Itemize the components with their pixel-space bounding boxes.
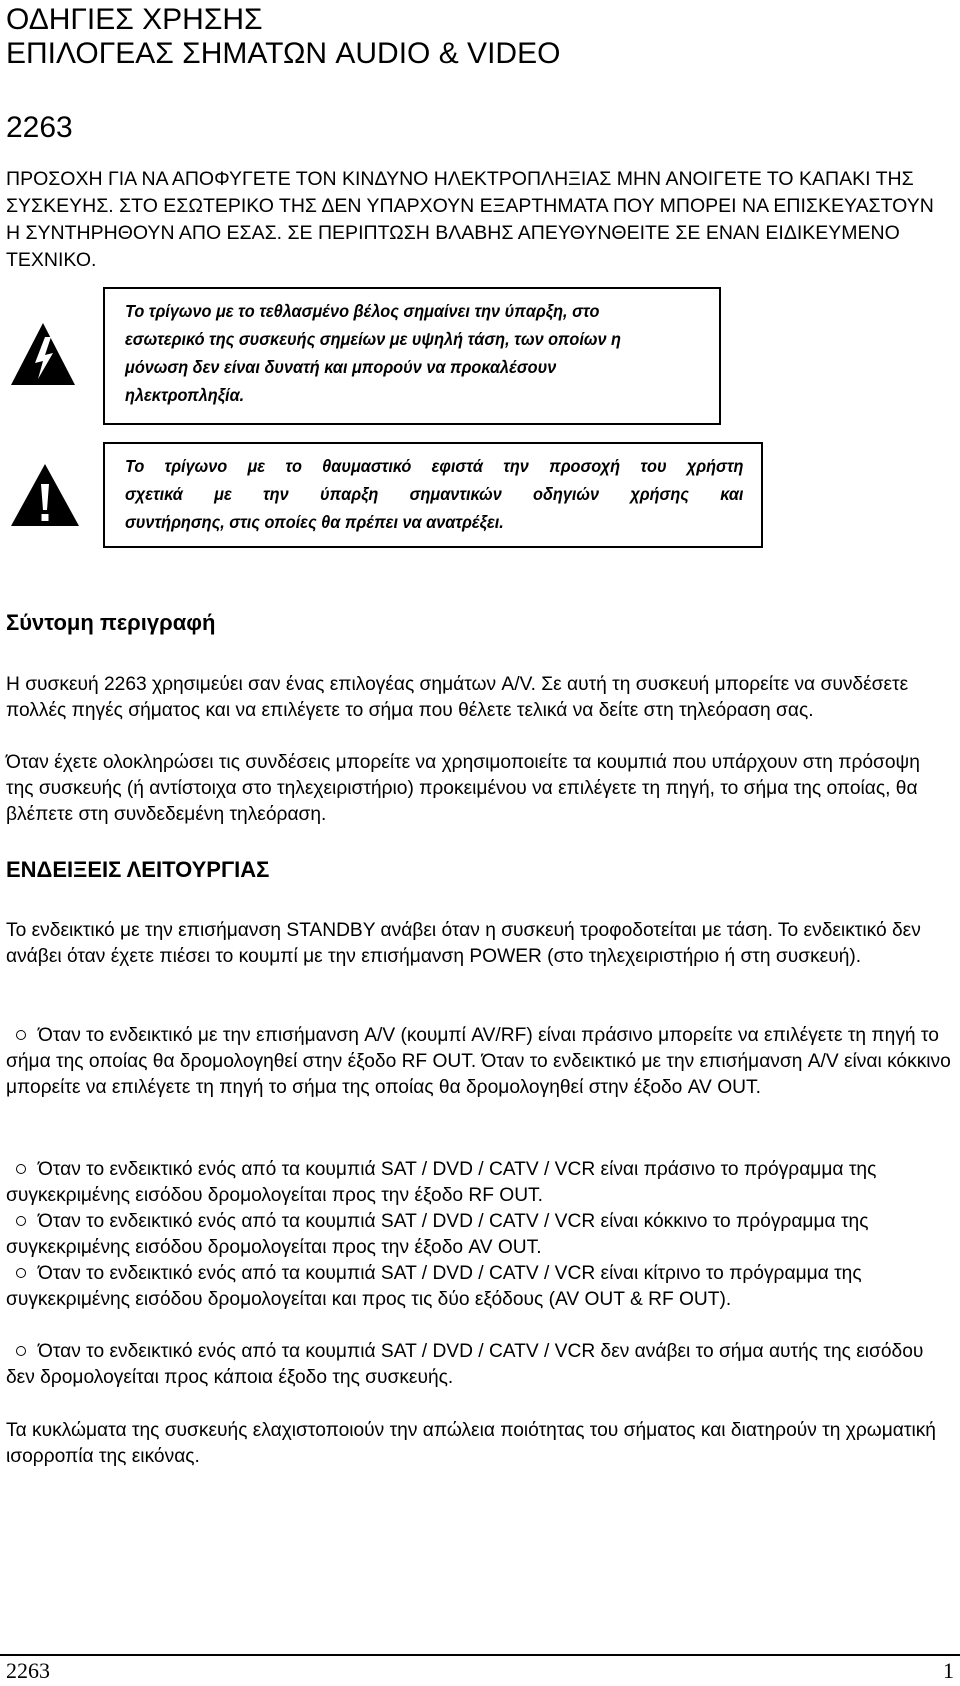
list-item: Όταν το ενδεικτικό με την επισήμανση A/V (κουμπί AV/RF) είναι πράσινο μπορείτε να επιλέγετε τη πηγή το σήμα της οποίας θα δρομολογηθεί στην έξοδο RF OUT. Όταν το ενδεικτικό με την επισήμανση A/V είναι κόκκινο μπορείτε να επιλέγετε τη πηγή το σήμα της οποίας θα δρομολογηθεί στην έξοδο AV OUT.	[6, 1025, 951, 1098]
footer-divider	[0, 1654, 960, 1656]
safety-warning: ΠΡΟΣΟΧΗ ΓΙΑ ΝΑ ΑΠΟΦΥΓΕΤΕ ΤΟΝ ΚΙΝΔΥΝΟ ΗΛΕΚΤΡΟΠΛΗΞΙΑΣ ΜΗΝ ΑΝΟΙΓΕΤΕ ΤΟ ΚΑΠΑΚΙ ΤΗΣ ΣΥΣΚΕΥΗΣ. ΣΤΟ ΕΣΩΤΕΡΙΚΟ ΤΗΣ ΔΕΝ ΥΠΑΡΧΟΥΝ ΕΞΑΡΤΗΜΑΤΑ ΠΟΥ ΜΠΟΡΕΙ ΝΑ ΕΠΙΣΚΕΥΑΣΤΟΥΝ Η ΣΥΝΤΗΡΗΘΟΥΝ ΑΠΟ ΕΣΑΣ. ΣΕ ΠΕΡΙΠΤΩΣΗ ΒΛΑΒΗΣ ΑΠΕΥΘΥΝΘΕΙΤΕ ΣΕ ΕΝΑΝ ΕΙΔΙΚΕΥΜΕΝΟ ΤΕΧΝΙΚΟ.	[6, 168, 934, 271]
notice-line: ηλεκτροπληξία.	[125, 385, 245, 405]
bullet-icon	[16, 1164, 26, 1174]
exclamation-warning-icon	[9, 462, 81, 528]
document-subtitle: ΕΠΙΛΟΓΕΑΣ ΣΗΜΑΤΩΝ AUDIO & VIDEO	[6, 37, 561, 70]
bullet-icon	[16, 1030, 26, 1040]
list-item: Όταν το ενδεικτικό ενός από τα κουμπιά SAT / DVD / CATV / VCR είναι κόκκινο το πρόγραμμα της συγκεκριμένης εισόδου δρομολογείται προς την έξοδο AV OUT.	[6, 1211, 869, 1258]
list-item: Όταν το ενδεικτικό ενός από τα κουμπιά SAT / DVD / CATV / VCR είναι κίτρινο το πρόγραμμα της συγκεκριμένης εισόδου δρομολογείται και προς τις δύο εξόδους (AV OUT & RF OUT).	[6, 1263, 862, 1310]
lightning-warning-icon	[9, 321, 77, 387]
notice-line: Το τρίγωνο με το τεθλασμένο βέλος σημαίνει την ύπαρξη, στο	[125, 301, 600, 321]
notice-line: εσωτερικό της συσκευής σημείων με υψηλή τάση, των οποίων η	[125, 329, 621, 349]
notice-text-high-voltage	[125, 297, 720, 409]
notice-box-high-voltage	[103, 287, 721, 425]
summary-paragraph-2: Όταν έχετε ολοκληρώσει τις συνδέσεις μπορείτε να χρησιμοποιείτε τα κουμπιά που υπάρχουν στη πρόσοψη της συσκευής (ή αντίστοιχα στο τηλεχειριστήριο) προκειμένου να επιλέγετε τη πηγή, το σήμα της οποίας, θα βλέπετε στη συνδεδεμένη τηλεόραση.	[6, 752, 920, 825]
footer-model: 2263	[6, 1658, 50, 1683]
page-number: 1	[943, 1658, 954, 1683]
closing-paragraph: Τα κυκλώματα της συσκευής ελαχιστοποιούν την απώλεια ποιότητας του σήματος και διατηρούν τη χρωματική ισορροπία της εικόνας.	[6, 1420, 936, 1467]
list-item: Όταν το ενδεικτικό ενός από τα κουμπιά SAT / DVD / CATV / VCR δεν ανάβει το σήμα αυτής της εισόδου δεν δρομολογείται προς κάποια έξοδο της συσκευής.	[6, 1341, 924, 1388]
notice-line: συντήρησης, στις οποίες θα πρέπει να ανατρέξει.	[125, 512, 504, 532]
notice-box-important	[103, 442, 763, 548]
section-heading-summary: Σύντομη περιγραφή	[6, 610, 216, 635]
notice-line: σχετικά με την ύπαρξη σημαντικών οδηγιών χρήσης και	[125, 484, 744, 504]
notice-line: Το τρίγωνο με το θαυμαστικό εφιστά την προσοχή του χρήστη	[125, 456, 744, 476]
notice-text-important	[125, 452, 743, 536]
bullet-icon	[16, 1216, 26, 1226]
summary-paragraph-1: Η συσκευή 2263 χρησιμεύει σαν ένας επιλογέας σημάτων A/V. Σε αυτή τη συσκευή μπορείτε να συνδέσετε πολλές πηγές σήματος και να επιλέγετε το σήμα που θέλετε τελικά να δείτε στη τηλεόραση σας.	[6, 674, 909, 721]
bullet-icon	[16, 1268, 26, 1278]
bullet-icon	[16, 1346, 26, 1356]
model-number: 2263	[6, 111, 73, 144]
document-title: ΟΔΗΓΙΕΣ ΧΡΗΣΗΣ	[6, 3, 263, 36]
list-item: Όταν το ενδεικτικό ενός από τα κουμπιά SAT / DVD / CATV / VCR είναι πράσινο το πρόγραμμα της συγκεκριμένης εισόδου δρομολογείται προς την έξοδο RF OUT.	[6, 1159, 877, 1206]
notice-line: μόνωση δεν είναι δυνατή και μπορούν να προκαλέσουν	[125, 357, 557, 377]
indicators-paragraph: Το ενδεικτικό με την επισήμανση STANDBY ανάβει όταν η συσκευή τροφοδοτείται με τάση. Το ενδεικτικό δεν ανάβει όταν έχετε πιέσει το κουμπί με την επισήμανση POWER (στο τηλεχειριστήριο ή στη συσκευή).	[6, 920, 921, 967]
section-heading-indicators: ΕΝΔΕΙΞΕΙΣ ΛΕΙΤΟΥΡΓΙΑΣ	[6, 857, 270, 882]
